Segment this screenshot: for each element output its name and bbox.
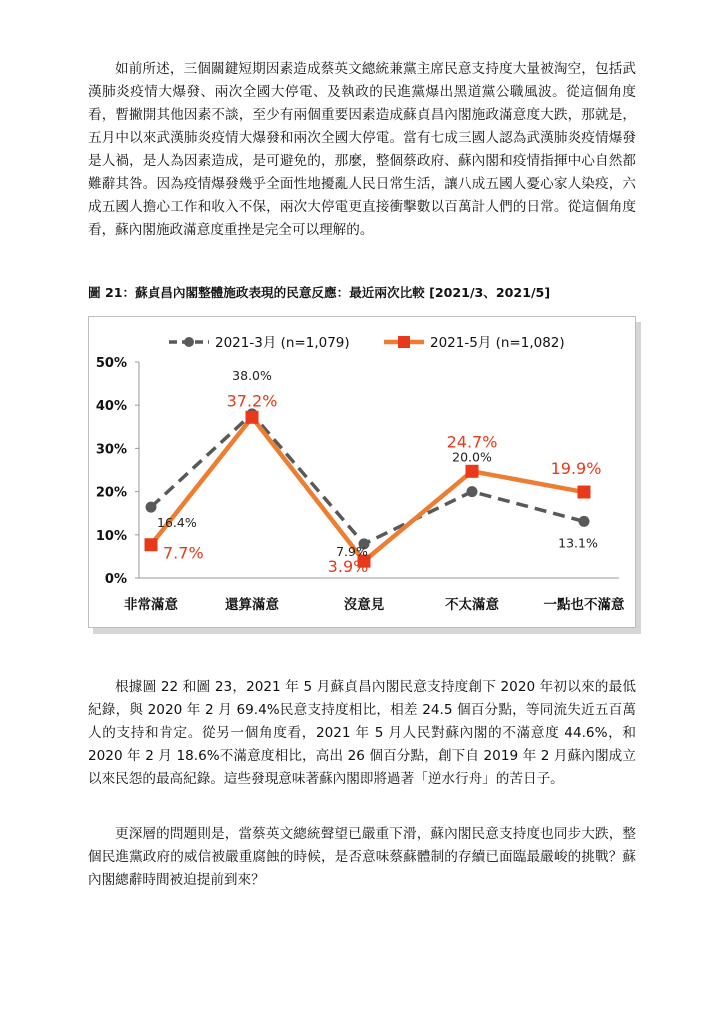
data-label-2021-05: 7.7% xyxy=(163,543,204,563)
paragraph-intro: 如前所述，三個關鍵短期因素造成蔡英文總統兼黨主席民意支持度大量被淘空，包括武漢肺炎疫情大爆發、兩次全國大停電、及執政的民進黨爆出黑道黨公職風波。從這個角度看，暫撇開其他因素不談，至少有兩個重要因素造成蘇貞昌內閣施政滿意度大跌，那就是，五月中以來武漢肺炎疫情大爆發和兩次全國大停電。當有七成三國人認為武漢肺炎疫情爆發是人禍，是人為因素造成，是可避免的，那麼，整個蔡政府、蘇內閣和疫情指揮中心自然都難辭其咎。因為疫情爆發幾乎全面性地擾亂人民日常生活，讓八成五國人憂心家人染疫，六成五國人擔心工作和收入不保，兩次大停電更直接衝擊數以百萬計人們的日常。從這個角度看，蘇內閣施政滿意度重挫是完全可以理解的。 xyxy=(88,61,636,238)
y-tick-label: 50% xyxy=(95,356,127,371)
chart-legend xyxy=(169,335,565,351)
series-point-2021-03 xyxy=(467,486,478,497)
data-label-2021-05: 37.2% xyxy=(226,391,278,411)
legend-marker-2021-05 xyxy=(398,336,410,348)
y-tick-label: 10% xyxy=(95,528,127,544)
legend-label-2021-05: 2021-5月 (n=1,082) xyxy=(430,335,565,351)
y-tick-label: 20% xyxy=(95,485,127,501)
figure-caption: 圖 21：蘇貞昌內閣整體施政表現的民意反應：最近兩次比較 [2021/3、2021/5] xyxy=(88,285,551,300)
data-label-2021-03: 38.0% xyxy=(232,367,272,383)
x-tick-label: 還算滿意 xyxy=(225,597,279,613)
line-chart xyxy=(88,316,636,628)
series-point-2021-05 xyxy=(145,538,158,551)
data-label-2021-03: 7.9% xyxy=(336,543,368,559)
paragraph-analysis: 根據圖 22 和圖 23，2021 年 5 月蘇貞昌內閣民意支持度創下 2020 年初以來的最低紀錄，與 2020 年 2 月 69.4%民意支持度相比，相差 24.5 個百分點，等同流失近五百萬人的支持和肯定。從另一個角度看，2021 年 5 月人民對蘇內閣的不滿意度 44.6%，和 2020 年 2 月 18.6%不滿意度相比，高出 26 個百分點，創下自 2019 年 2 月蘇內閣成立以來民怨的最高紀錄。這些發現意味著蘇內閣即將過著「逆水行舟」的苦日子。 xyxy=(88,679,636,787)
series-point-2021-05 xyxy=(466,465,479,478)
series-point-2021-03 xyxy=(579,516,590,527)
series-point-2021-05 xyxy=(246,411,259,424)
data-label-2021-05: 24.7% xyxy=(446,432,498,452)
chart-canvas xyxy=(89,317,635,627)
legend-marker-2021-03 xyxy=(184,337,194,347)
x-tick-label: 沒意見 xyxy=(343,597,385,613)
legend-label-2021-03: 2021-3月 (n=1,079) xyxy=(215,335,350,351)
data-label-2021-05: 19.9% xyxy=(550,459,602,479)
data-label-2021-03: 20.0% xyxy=(452,449,492,465)
series-point-2021-03 xyxy=(146,502,157,513)
data-label-2021-05: 3.9% xyxy=(327,557,369,577)
data-label-layer xyxy=(157,368,601,576)
y-tick-label: 30% xyxy=(95,442,127,458)
y-tick-label: 0% xyxy=(104,572,127,587)
series-point-2021-05 xyxy=(578,486,591,499)
data-label-2021-03: 16.4% xyxy=(157,515,197,531)
y-tick-label: 40% xyxy=(95,399,127,415)
data-label-2021-03: 13.1% xyxy=(558,535,598,551)
x-tick-label: 一點也不滿意 xyxy=(543,597,625,613)
x-tick-label: 不太滿意 xyxy=(445,597,499,613)
x-tick-label: 非常滿意 xyxy=(124,597,178,613)
paragraph-conclusion: 更深層的問題則是，當蔡英文總統聲望已嚴重下滑，蘇內閣民意支持度也同步大跌，整個民進黨政府的威信被嚴重腐蝕的時候，是否意味蔡蘇體制的存續已面臨最嚴峻的挑戰？蘇內閣總辭時間被迫提前到來？ xyxy=(88,826,636,888)
series-line-2021-05 xyxy=(151,417,584,561)
